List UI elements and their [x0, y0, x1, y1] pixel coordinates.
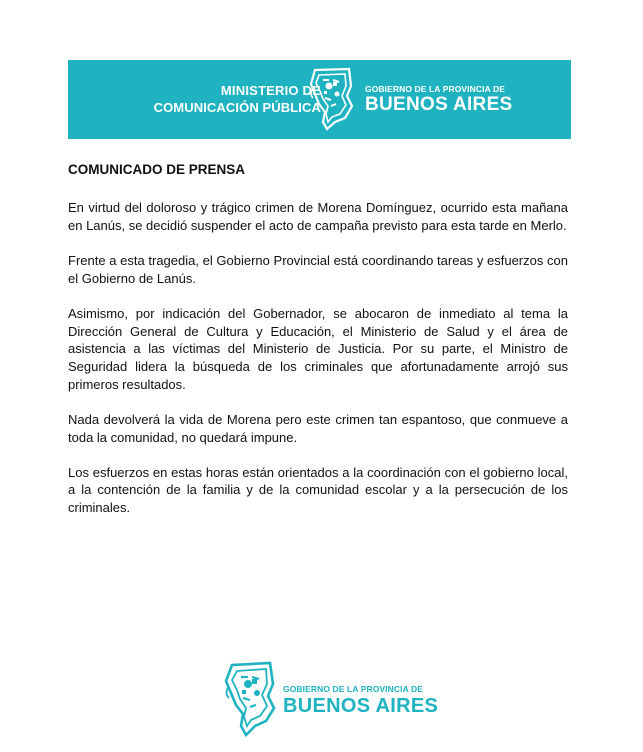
footer-government-text: [283, 684, 438, 718]
footer-gov-small-text: GOBIERNO DE LA PROVINCIA DE: [283, 684, 423, 694]
paragraph: Asimismo, por indicación del Gobernador, se abocaron de inmediato al tema la Dirección General de Cultura y Educación, el Ministerio de Salud y el área de asistencia a las víctimas del Ministerio de Justicia. Por su parte, el Ministro de Seguridad lidera la búsqueda de los criminales que afortunadamente arrojó sus primeros resultados.: [68, 305, 568, 392]
press-release-body: [68, 155, 568, 534]
header-banner: [68, 60, 571, 139]
government-logo-text: [365, 84, 513, 116]
ministry-line1: MINISTERIO DE: [220, 83, 321, 98]
gov-small-text: GOBIERNO DE LA PROVINCIA DE: [365, 84, 505, 94]
paragraph: Nada devolverá la vida de Morena pero este crimen tan espantoso, que conmueve a toda la comunidad, no quedará impune.: [68, 411, 568, 445]
footer-gov-big-text: BUENOS AIRES: [283, 695, 439, 717]
province-map-emblem-icon: [305, 66, 357, 132]
paragraph: Frente a esta tragedia, el Gobierno Provincial está coordinando tareas y esfuerzos con el Gobierno de Lanús.: [68, 252, 568, 286]
ministry-line2: COMUNICACIÓN PÚBLICA: [153, 100, 321, 115]
ministry-name: [154, 82, 321, 116]
province-map-emblem-icon: [220, 660, 280, 738]
paragraph: Los esfuerzos en estas horas están orientados a la coordinación con el gobierno local, a la contención de la familia y de la comunidad escolar y a la persecución de los criminales.: [68, 464, 568, 516]
gov-big-text: BUENOS AIRES: [365, 94, 513, 115]
footer-logo: [220, 660, 440, 738]
paragraph: En virtud del doloroso y trágico crimen de Morena Domínguez, ocurrido esta mañana en Lanús, se decidió suspender el acto de campaña previsto para esta tarde en Merlo.: [68, 200, 568, 233]
document-title: COMUNICADO DE PRENSA: [68, 162, 246, 177]
